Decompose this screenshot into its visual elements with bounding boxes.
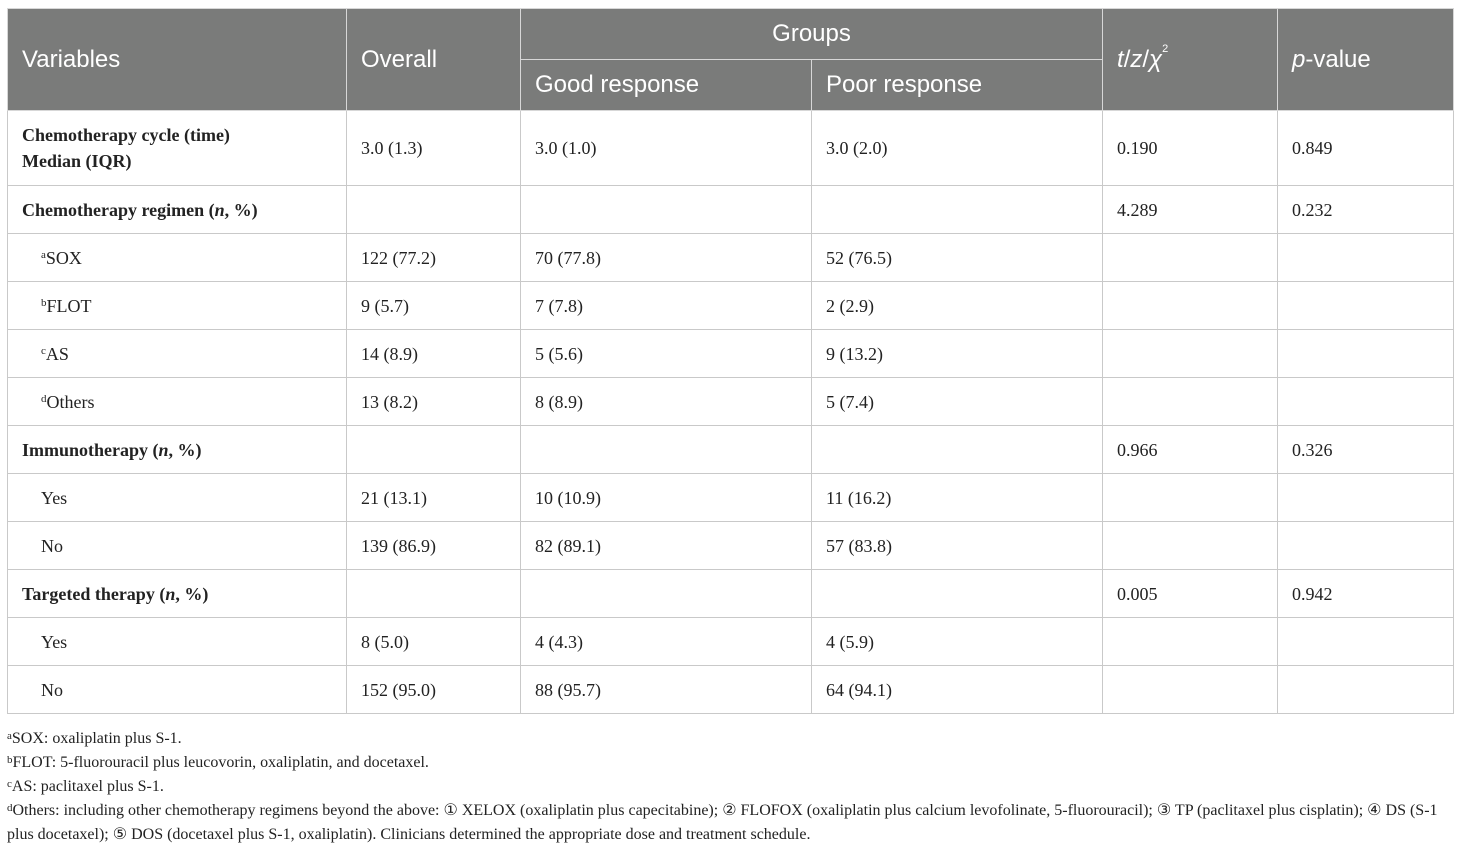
results-table [7,8,1454,714]
row-label: Yes [8,474,347,522]
cell-poor [812,186,1103,234]
cell-pvalue [1278,282,1454,330]
cell-statistic: 0.005 [1103,570,1278,618]
table-body [8,111,1454,714]
cell-poor [812,426,1103,474]
row-label: $^b$FLOT [8,282,347,330]
results-table-container [7,8,1453,714]
table-row [8,474,1454,522]
cell-statistic: 0.190 [1103,111,1278,186]
cell-pvalue [1278,474,1454,522]
footnote-c: $^c$AS: paclitaxel plus S-1. [7,778,164,795]
cell-good: 4 (4.3) [521,618,812,666]
cell-pvalue: 0.326 [1278,426,1454,474]
cell-statistic [1103,522,1278,570]
cell-good: 5 (5.6) [521,330,812,378]
footnote-b: $^b$FLOT: 5-fluorouracil plus leucovorin, oxaliplatin, and docetaxel. [7,754,429,771]
row-label: $^d$Others [8,378,347,426]
table-row [8,234,1454,282]
cell-good: 82 (89.1) [521,522,812,570]
cell-overall: 139 (86.9) [347,522,521,570]
cell-overall [347,186,521,234]
cell-poor: 4 (5.9) [812,618,1103,666]
table-row [8,570,1454,618]
cell-good [521,426,812,474]
cell-good: 70 (77.8) [521,234,812,282]
cell-pvalue [1278,522,1454,570]
header-groups: Groups [521,9,1103,60]
cell-poor: 2 (2.9) [812,282,1103,330]
header-poor-response: Poor response [812,60,1103,111]
cell-poor: 52 (76.5) [812,234,1103,282]
table-row [8,111,1454,186]
table-row [8,186,1454,234]
cell-statistic: 4.289 [1103,186,1278,234]
cell-pvalue: 0.942 [1278,570,1454,618]
cell-overall [347,570,521,618]
cell-overall: 8 (5.0) [347,618,521,666]
cell-statistic: 0.966 [1103,426,1278,474]
row-label: Chemotherapy regimen (n, %) [8,186,347,234]
cell-statistic [1103,618,1278,666]
row-label: No [8,666,347,714]
table-row [8,378,1454,426]
cell-poor: 64 (94.1) [812,666,1103,714]
cell-statistic [1103,330,1278,378]
cell-overall: 13 (8.2) [347,378,521,426]
table-row [8,282,1454,330]
cell-good [521,186,812,234]
cell-statistic [1103,666,1278,714]
row-label: No [8,522,347,570]
header-statistic: $t/z/\chi^2$ [1103,9,1278,111]
cell-overall: 14 (8.9) [347,330,521,378]
header-pvalue: p-value [1278,9,1454,111]
cell-good [521,570,812,618]
cell-poor: 3.0 (2.0) [812,111,1103,186]
cell-pvalue [1278,330,1454,378]
cell-good: 3.0 (1.0) [521,111,812,186]
cell-poor [812,570,1103,618]
cell-overall: 122 (77.2) [347,234,521,282]
table-header [8,9,1454,111]
cell-good: 10 (10.9) [521,474,812,522]
cell-good: 88 (95.7) [521,666,812,714]
table-row [8,522,1454,570]
cell-poor: 11 (16.2) [812,474,1103,522]
cell-overall: 21 (13.1) [347,474,521,522]
row-label: Chemotherapy cycle (time) Median (IQR) [8,111,347,186]
footnote-d: $^d$Others: including other chemotherapy regimens beyond the above: ① XELOX (oxaliplatin plus capecitabine); ② FLOFOX (oxaliplatin plus calcium levofolinate, 5-fluorouracil); ③ TP (paclitaxel plus cisplatin); ④ DS (S-1 plus docetaxel); ⑤ DOS (docetaxel plus S-1, oxaliplatin). Clinicians determined the appropriate dose and treatment schedule. [7,802,1438,843]
cell-pvalue [1278,666,1454,714]
cell-statistic [1103,378,1278,426]
cell-poor: 57 (83.8) [812,522,1103,570]
cell-statistic [1103,282,1278,330]
table-footnotes [7,727,1457,847]
cell-pvalue [1278,234,1454,282]
cell-pvalue: 0.849 [1278,111,1454,186]
row-label: Immunotherapy (n, %) [8,426,347,474]
cell-statistic [1103,474,1278,522]
cell-overall: 3.0 (1.3) [347,111,521,186]
header-overall: Overall [347,9,521,111]
cell-poor: 9 (13.2) [812,330,1103,378]
cell-overall: 152 (95.0) [347,666,521,714]
row-label: $^a$SOX [8,234,347,282]
cell-statistic [1103,234,1278,282]
header-good-response: Good response [521,60,812,111]
cell-good: 7 (7.8) [521,282,812,330]
cell-overall [347,426,521,474]
cell-good: 8 (8.9) [521,378,812,426]
table-row [8,666,1454,714]
cell-poor: 5 (7.4) [812,378,1103,426]
table-row [8,618,1454,666]
header-variables: Variables [8,9,347,111]
footnote-a: $^a$SOX: oxaliplatin plus S-1. [7,730,182,747]
table-row [8,330,1454,378]
cell-pvalue: 0.232 [1278,186,1454,234]
cell-pvalue [1278,378,1454,426]
cell-pvalue [1278,618,1454,666]
row-label: $^c$AS [8,330,347,378]
cell-overall: 9 (5.7) [347,282,521,330]
row-label: Yes [8,618,347,666]
table-row [8,426,1454,474]
row-label: Targeted therapy (n, %) [8,570,347,618]
